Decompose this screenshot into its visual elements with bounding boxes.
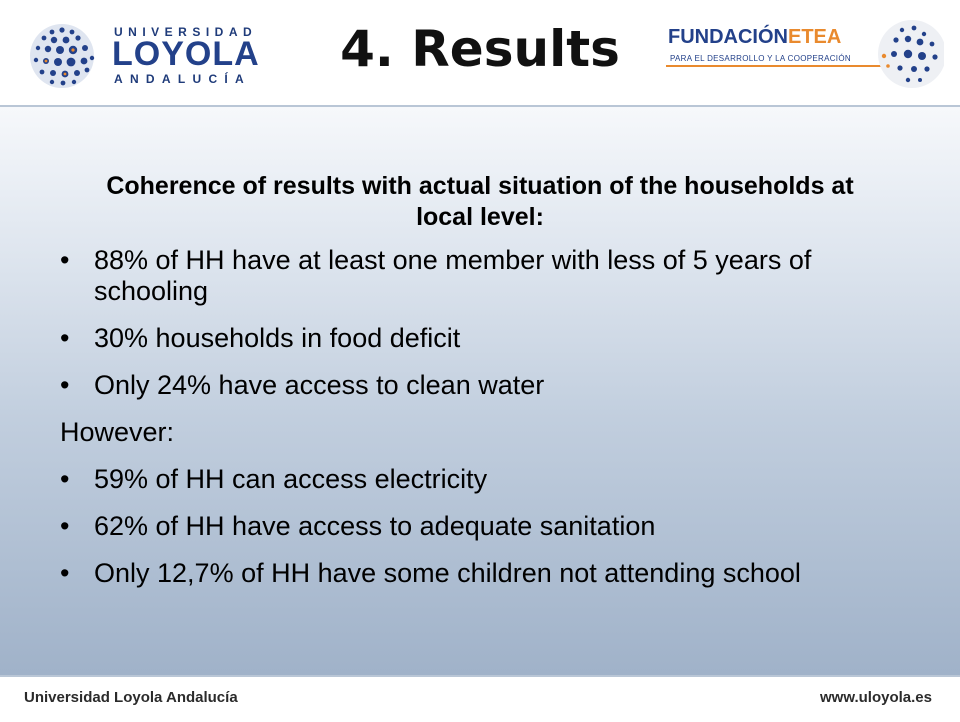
slide-header (0, 0, 960, 106)
bullet-item (60, 245, 910, 307)
etea-dots-icon (872, 14, 944, 94)
bullet-text: 88% of HH have at least one member with less of 5 years of schooling (94, 245, 812, 306)
bullet-icon: • (60, 558, 70, 588)
bullet-text: Only 24% have access to clean water (94, 370, 545, 400)
bullet-icon: • (60, 464, 70, 494)
bullet-text: 30% households in food deficit (94, 323, 461, 353)
bullet-item (60, 558, 910, 589)
etea-brand-main: FUNDACIÓN (668, 26, 788, 48)
logo-andalucia-label: ANDALUCÍA (114, 72, 252, 86)
bullet-content (60, 245, 910, 605)
footer-institution: Universidad Loyola Andalucía (24, 689, 238, 706)
loyola-logo (26, 20, 260, 92)
bullet-icon: • (60, 370, 70, 400)
bullet-item (60, 464, 910, 495)
bullet-icon: • (60, 245, 70, 275)
bullet-icon: • (60, 511, 70, 541)
etea-tagline: PARA EL DESARROLLO Y LA COOPERACIÓN (670, 54, 851, 63)
logo-university-label: UNIVERSIDAD (114, 25, 258, 39)
etea-brand-name (668, 26, 841, 49)
logo-loyola-label: LOYOLA (112, 35, 260, 73)
transition-text: However: (60, 417, 175, 447)
loyola-globe-icon (26, 20, 106, 92)
bullet-text: 62% of HH have access to adequate sanitation (94, 511, 656, 541)
bullet-item (60, 511, 910, 542)
bullet-text: Only 12,7% of HH have some children not attending school (94, 558, 801, 588)
footer-website-link[interactable]: www.uloyola.es (820, 689, 932, 706)
slide-footer (0, 675, 960, 722)
bullet-icon: • (60, 323, 70, 353)
etea-brand-accent: ETEA (788, 26, 842, 48)
bullet-item (60, 323, 910, 354)
page-title: 4. Results (340, 20, 620, 78)
fundacion-etea-logo (662, 14, 944, 94)
bullet-item (60, 370, 910, 401)
bullet-text: 59% of HH can access electricity (94, 464, 488, 494)
content-subtitle: Coherence of results with actual situation of the households at local level: (106, 172, 854, 231)
content-panel (0, 107, 960, 675)
